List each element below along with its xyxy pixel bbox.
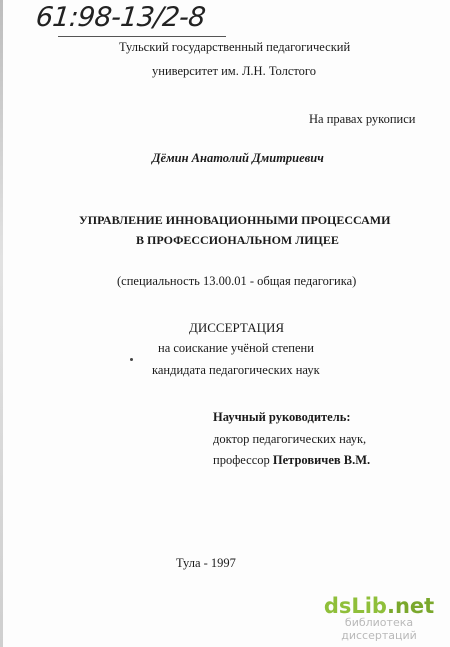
supervisor-line-1: доктор педагогических наук, (213, 432, 367, 446)
scan-speck (130, 358, 133, 361)
manuscript-note: На правах рукописи (309, 112, 416, 126)
dslib-logo-main: dsLib (323, 594, 387, 618)
supervisor-title: профессор (213, 453, 270, 467)
supervisor-line-2 (213, 453, 370, 467)
dslib-logo (308, 594, 450, 618)
supervisor-heading: Научный руководитель: (213, 410, 351, 424)
degree-line-1: на соискание учёной степени (158, 341, 314, 355)
university-line-1: Тульский государственный педагогический (119, 40, 351, 54)
stamp-underline (58, 36, 226, 37)
dslib-logo-tld: .net (386, 594, 435, 618)
scan-edge-shadow (0, 0, 3, 647)
title-line-2: В ПРОФЕССИОНАЛЬНОМ ЛИЦЕЕ (136, 233, 339, 247)
archive-stamp: 61:98-13/2-8 (34, 2, 207, 33)
place-year: Тула - 1997 (176, 556, 236, 570)
university-line-2: университет им. Л.Н. Толстого (152, 64, 317, 78)
author-name: Дёмин Анатолий Дмитриевич (152, 151, 324, 165)
title-line-1: УПРАВЛЕНИЕ ИННОВАЦИОННЫМИ ПРОЦЕССАМИ (79, 213, 391, 227)
dslib-tagline: библиотека диссертаций (341, 616, 417, 642)
degree-heading: ДИССЕРТАЦИЯ (189, 320, 285, 335)
degree-line-2: кандидата педагогических наук (152, 363, 320, 377)
supervisor-name: Петровичев В.М. (272, 453, 371, 467)
specialty: (специальность 13.00.01 - общая педагогика) (117, 274, 357, 288)
dslib-watermark (308, 594, 450, 642)
